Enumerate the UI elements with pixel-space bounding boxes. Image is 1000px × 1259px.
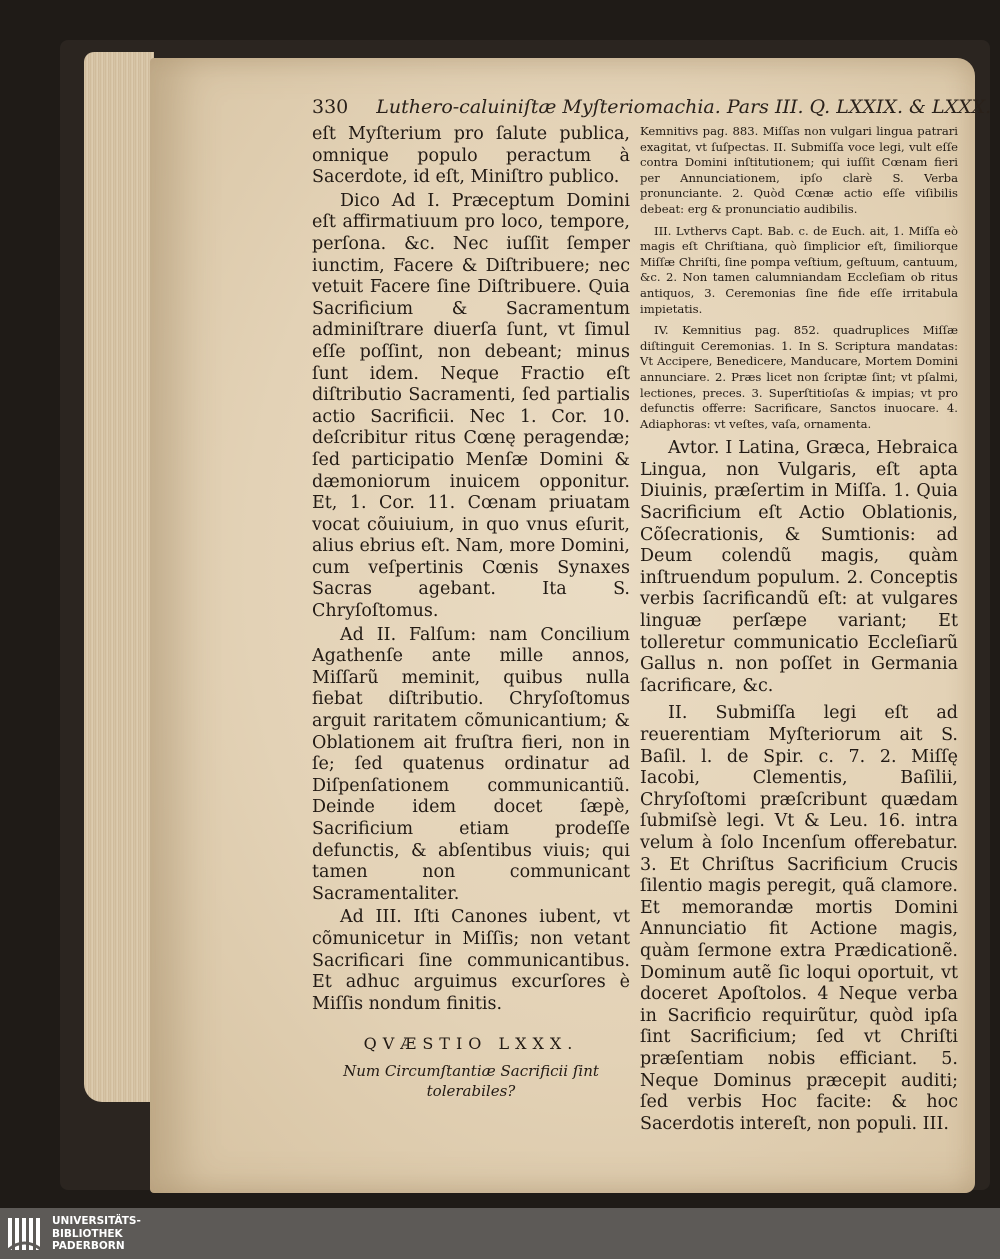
question-title: QVÆSTIO LXXX. <box>363 1034 579 1054</box>
right-small-paragraph: Kemnitivs pag. 883. Miſſas non vulgari lingua patrari exagitat, vt ſuſpectas. II. Submiſſa voce legi, vult eſſe contra Domini inſtitutionem; qui iuſſit Cœnam fieri per Annunciationem, ipſo clarè S. Verba pronunciante. 2. Quòd Cœnæ actio eſſe viſibilis debeat: erg & pronunciatio audibilis. <box>640 124 958 216</box>
library-footer <box>0 1208 1000 1259</box>
question-subtitle: Num Circumſtantiæ Sacrificii ſint tolerabiles? <box>343 1061 599 1100</box>
left-column <box>312 124 630 1101</box>
right-column <box>640 124 958 1135</box>
page-number: 330 <box>312 96 349 118</box>
left-paragraph: eſt Myſterium pro ſalute publica, omnique populo peractum à Sacerdote, id eſt, Miniſtro publico. <box>312 124 630 188</box>
right-paragraph: II. Submiſſa legi eſt ad reuerentiam Myſteriorum ait S. Baſil. l. de Spir. c. 7. 2. Miſſę Iacobi, Clementis, Baſilii, Chryſoſtomi præſcribunt quædam ſubmiſsè legi. Vt & Leu. 16. intra velum à ſolo Incenſum offerebatur. 3. Et Chriſtus Sacrificium Crucis ſilentio magis peregit, quã clamore. Et memorandæ mortis Domini Annunciatio fit Actione magis, quàm ſermone extra Prædicationẽ. Dominum autẽ ſic loqui oportuit, vt doceret Apoſtolos. 4 Neque verba in Sacrificio requirũtur, quòd ipſa ſint Sacrificium; ſed vt Chriſti præſentiam nobis efficiant. 5. Neque Dominus præcepit auditi; ſed verbis Hoc facite: & hoc Sacerdotis intereſt, non populi. III. <box>640 703 958 1134</box>
university-library-logo-icon <box>6 1214 46 1254</box>
library-name: UNIVERSITÄTS- BIBLIOTHEK PADERBORN <box>52 1215 141 1252</box>
left-paragraph: Ad II. Falſum: nam Concilium Agathenſe ante mille annos, Miſſarũ meminit, quibus nulla fiebat diſtributio. Chryſoſtomus arguit raritatem cõmunicantium; & Oblationem ait fruſtra fieri, non in ſe; ſed quatenus ordinatur ad Diſpenſationem communicantiũ. Deinde idem docet ſæpè, Sacrificium etiam prodeſſe defunctis, & abſentibus viuis; qui tamen non communicant Sacramentaliter. <box>312 624 630 904</box>
left-paragraph: Ad III. Iſti Canones iubent, vt cõmunicetur in Miſſis; non vetant Sacrificari ſine communicantibus. Et adhuc arguimus excurſores è Miſſis nondum finitis. <box>312 907 630 1014</box>
right-paragraph: Avtor. I Latina, Græca, Hebraica Lingua, non Vulgaris, eſt apta Diuinis, præſertim in Miſſa. 1. Quia Sacrificium eſt Actio Oblationis, Cõſecrationis, & Sumtionis: ad Deum colendũ magis, quàm inſtruendum populum. 2. Conceptis verbis ſacrificandũ eſt: at vulgares linguæ perſæpe variant; Et tolleretur communicatio Eccleſiarũ Gallus n. non poſſet in Germania ſacrificare, &c. <box>640 438 958 696</box>
right-small-paragraph: III. Lvthervs Capt. Bab. c. de Euch. ait, 1. Miſſa eò magis eſt Chriſtiana, quò ſimplicior eſt, ſimiliorque Miſſæ Chriſti, ſine pompa veſtium, geſtuum, cantuum, &c. 2. Non tamen calumniandam Eccleſiam ob ritus antiquos, 3. Ceremonias ſine fide eſſe irritabula impietatis. <box>640 223 958 316</box>
right-small-paragraph: IV. Kemnitius pag. 852. quadruplices Miſſæ diſtinguit Ceremonias. 1. In S. Scriptura mandatas: Vt Accipere, Benedicere, Manducare, Mortem Domini annunciare. 2. Præs licet non ſcriptæ ſint; vt pſalmi, lectiones, preces. 3. Superſtitioſas & impias; vt pro defunctis offerre: Sacrificare, Sanctos inuocare. 4. Adiaphoras: vt veſtes, vaſa, ornamenta. <box>640 323 958 431</box>
left-paragraph: Dico Ad I. Præceptum Domini eſt affirmatiuum pro loco, tempore, perſona. &c. Nec iuſſit ſemper iunctim, Facere & Diſtribuere; nec vetuit Facere ſine Diſtribuere. Quia Sacrificium & Sacramentum adminiſtrare diuerſa ſunt, vt ſimul eſſe poſſint, non debeant; minus ſunt idem. Neque Fractio eſt diſtributio Sacramenti, ſed partialis actio Sacrificii. Nec 1. Cor. 10. deſcribitur ritus Cœnę peragendæ; ſed participatio Menſæ Domini & dæmoniorum inuicem opponitur. Et, 1. Cor. 11. Cœnam priuatam vocat cõuiuium, in quo vnus eſurit, alius ebrius eſt. Nam, more Domini, cum veſpertinis Cœnis Synaxes Sacras agebant. Ita S. Chryſoſtomus. <box>312 190 630 622</box>
running-header <box>312 96 992 120</box>
page-edges <box>84 52 154 1102</box>
running-title: Luthero-caluiniſtæ Myſteriomachia. Pars III. Q. LXXIX. & LXXX. <box>376 96 992 118</box>
